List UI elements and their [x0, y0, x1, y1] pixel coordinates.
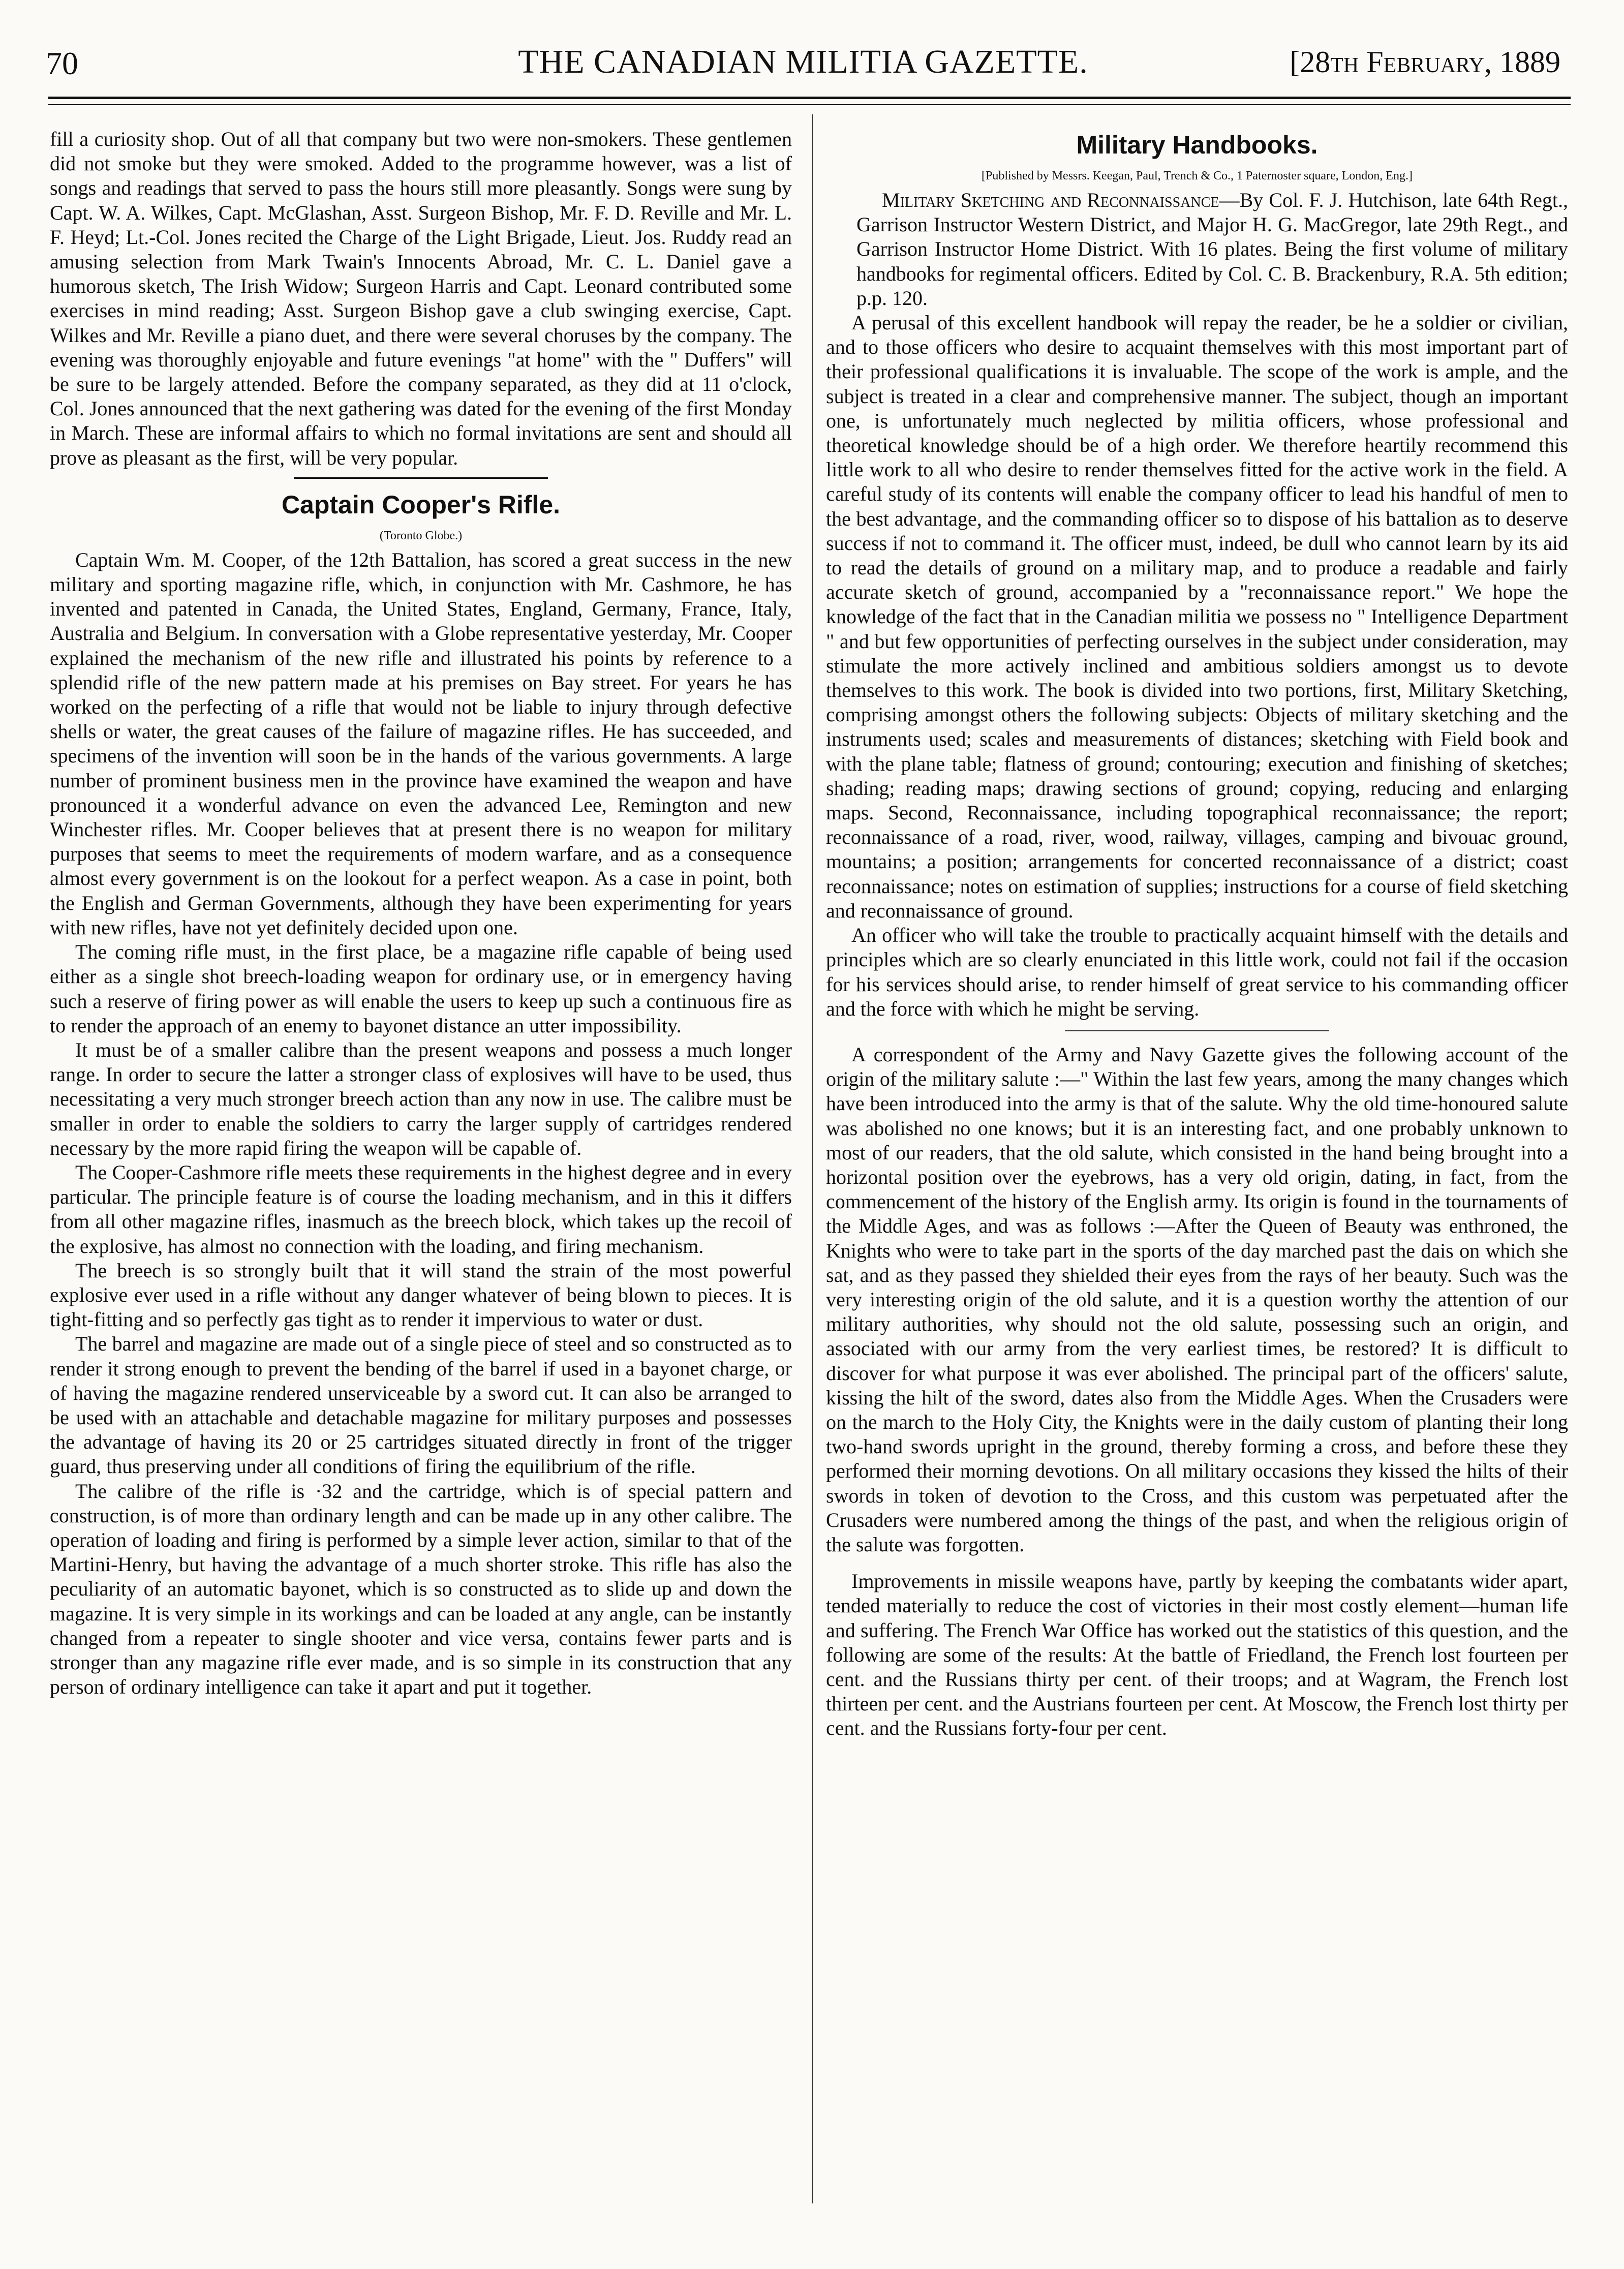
article-paragraph: The breech is so strongly built that it will stand the strain of the most powerful explosive ever used in a rifle without any danger whatever of being blown to pieces. It is tight-fitting and so perfectly gas tight as to render it impervious to water or dust. — [50, 1259, 792, 1331]
section-rule — [294, 477, 548, 479]
left-column — [50, 127, 792, 1699]
article-heading-military-handbooks: Military Handbooks. — [1076, 131, 1318, 159]
right-column — [826, 127, 1568, 1741]
book-title: Military Sketching and Reconnaissance — [882, 189, 1219, 211]
article-source: (Toronto Globe.) — [379, 529, 463, 542]
salute-paragraph: A correspondent of the Army and Navy Gazette gives the following account of the origin of the military salute :—" Within the last few years, among the many changes which have been introduced into the army is that of the salute. Why the old time-honoured salute was abolished no one knows; but it is an interesting fact, and one probably unknown to most of our readers, that the old salute, which consisted in the hand being brought into a horizontal position over the eyebrows, has a very old origin, dating, in fact, from the commencement of the history of the English army. Its origin is found in the tournaments of the Middle Ages, and was as follows :—After the Queen of Beauty was enthroned, the Knights who were to take part in the sports of the day marched past the dais on which she sat, and as they passed they shielded their eyes from the rays of her beauty. Such was the very interesting origin of the old salute, and it is a question worthy the attention of our military authorities, why should not the old salute, possessing such an origin, and associated with our army from the very earliest times, be restored? It is difficult to discover for what purpose it was ever abolished. The principal part of the officers' salute, kissing the hilt of the sword, dates also from the Middle Ages. When the Crusaders were on the march to the Holy City, the Knights were in the daily custom of planting their long two-hand swords upright in the ground, thereby forming a cross, and before these they performed their morning devotions. On all military occasions they kissed the hilts of their swords in token of devotion to the Cross, and this custom was perpetuated after the Crusaders were numbered among the things of the past, and when the religious origin of the salute was forgotten. — [826, 1042, 1568, 1556]
page-number: 70 — [46, 45, 78, 81]
article-paragraph: The Cooper-Cashmore rifle meets these requirements in the highest degree and in every particular. The principle feature is of course the loading mechanism, and in this it differs from all other magazine rifles, inasmuch as the breech block, which takes up the recoil of the explosive, has almost no connection with the loading, and firing mechanism. — [50, 1160, 792, 1258]
header-rule — [48, 97, 1571, 99]
article-heading-cooper-rifle: Captain Cooper's Rifle. — [281, 490, 561, 519]
club-evening-paragraph: fill a curiosity shop. Out of all that company but two were non-smokers. These gentlemen did not smoke but they were smoked. Added to the programme however, was a list of songs and readings that served to pass the hours still more pleasantly. Songs were sung by Capt. W. A. Wilkes, Capt. McGlashan, Asst. Surgeon Bishop, Mr. F. D. Reville and Mr. L. F. Heyd; Lt.-Col. Jones recited the Charge of the Light Brigade, Lieut. Jos. Ruddy read an amusing selection from Mark Twain's Innocents Abroad, Mr. C. L. Daniel gave a humorous sketch, The Irish Widow; Surgeon Harris and Capt. Leonard contributed some exercises in mind reading; Asst. Surgeon Bishop gave a club swinging exercise, Capt. Wilkes and Mr. Reville a piano duet, and there were several choruses by the company. The evening was thoroughly enjoyable and future evenings "at home" with the " Duffers" will be sure to be largely attended. Before the company separated, as they did at 11 o'clock, Col. Jones announced that the next gathering was dated for the evening of the first Monday in March. These are informal affairs to which no formal invitations are sent and should all prove as pleasant as the first, will be very popular. — [50, 128, 792, 469]
article-paragraph: Captain Wm. M. Cooper, of the 12th Battalion, has scored a great success in the new military and sporting magazine rifle, which, in conjunction with Mr. Cashmore, he has invented and patented in Canada, the United States, England, Germany, France, Italy, Australia and Belgium. In conversation with a Globe representative yesterday, Mr. Cooper explained the mechanism of the new rifle and illustrated his points by reference to a splendid rifle of the new pattern made at his premises on Bay street. For years he has worked on the perfecting of a rifle that would not be liable to injury through defective shells or water, the great causes of the failure of magazine rifles. He has succeeded, and specimens of the invention will soon be in the hands of the various governments. A large number of prominent business men in the province have examined the weapon and have pronounced it a wonderful advance on even the advanced Lee, Remington and new Winchester rifles. Mr. Cooper believes that at present there is no weapon for military purposes that seems to meet the requirements of modern warfare, and as a consequence almost every government is on the lookout for a perfect weapon. As a case in point, both the English and German Governments, although they have been experimenting for years with new rifles, have not yet definitely decided upon one. — [50, 548, 792, 939]
article-paragraph: The calibre of the rifle is ·32 and the cartridge, which is of special pattern and construction, is of more than ordinary length and can be made up in any other calibre. The operation of loading and firing is performed by a simple lever action, similar to that of the Martini-Henry, but having the advantage of a much shorter stroke. This rifle has also the peculiarity of an automatic bayonet, which is so constructed as to slide up and down the magazine. It is very simple in its workings and can be loaded at any angle, can be instantly changed from a repeater to single shooter and vice versa, contains fewer parts and is stronger than any magazine rifle ever made, and is so simple in its construction that any person of ordinary intelligence can take it apart and put it together. — [50, 1479, 792, 1699]
issue-date: [28th February, 1889 — [1290, 45, 1560, 79]
header-rule-thin — [48, 104, 1571, 105]
article-paragraph: It must be of a smaller calibre than the present weapons and possess a much longer range. In order to secure the latter a stronger class of explosives will have to be used, thus necessitating a very much stronger breech action than any now in use. The calibre must be smaller in order to enable the soldiers to carry the larger supply of cartridges rendered necessary by the more rapid firing the weapon will be capable of. — [50, 1038, 792, 1159]
book-details: —By Col. F. J. Hutchison, late 64th Regt., Garrison Instructor Western District, and Major H. G. MacGregor, late 29th Regt., and Garrison Instructor Home District. With 16 plates. Being the first volume of military handbooks for regimental officers. Edited by Col. C. B. Brackenbury, R.A. 5th edition; p.p. 120. — [856, 189, 1569, 310]
publisher-note: [Published by Messrs. Keegan, Paul, Trench & Co., 1 Paternoster square, London, Eng.] — [982, 169, 1413, 182]
weapons-paragraph: Improvements in missile weapons have, partly by keeping the combatants wider apart, tended materially to reduce the cost of victories in their most costly element—human life and suffering. The French War Office has worked out the statistics of this question, and the following are some of the results: At the battle of Friedland, the French lost fourteen per cent. and the Russians thirty per cent. of their troops; and at Wagram, the French lost thirteen per cent. and the Austrians fourteen per cent. At Moscow, the French lost thirty per cent. and the Russians forty-four per cent. — [826, 1570, 1568, 1740]
article-paragraph: The barrel and magazine are made out of a single piece of steel and so constructed as to render it strong enough to prevent the bending of the barrel if used in a bayonet charge, or of having the magazine rendered unserviceable by a sword cut. It can also be arranged to be used with an attachable and detachable magazine for military purposes and possesses the advantage of having its 20 or 25 cartridges situated directly in front of the trigger guard, thus preserving under all conditions of firing the equilibrium of the rifle. — [50, 1332, 792, 1478]
review-paragraph: A perusal of this excellent handbook will repay the reader, be he a soldier or civilian, and to those officers who desire to acquaint themselves with this most important part of their professional qualifications it is invaluable. The scope of the work is ample, and the subject is treated in a clear and comprehensive manner. The subject, though an important one, is unfortunately much neglected by militia officers, whose professional and theoretical knowledge should be of a high order. We therefore heartily recommend this little work to all who desire to render themselves fitted for the active work in the field. A careful study of its contents will enable the company officer to lead his handful of men to the best advantage, and the commanding officer so to dispose of his battalion as to deserve success if not to command it. The officer must, indeed, be dull who cannot learn by its aid to read the details of ground on a military map, and to produce a readable and fairly accurate sketch of ground, accompanied by a "reconnaissance report." We hope the knowledge of the fact that in the Canadian militia we possess no " Intelligence Department " and but few opportunities of perfecting ourselves in the subject under consideration, may stimulate the more actively inclined and ambitious soldiers amongst us to devote themselves to this work. The book is divided into two portions, first, Military Sketching, comprising amongst others the following subjects: Objects of military sketching and the instruments used; scales and measurements of distances; sketching with Field book and with the plane table; flatness of ground; contouring; execution and finishing of sketches; shading; reading maps; drawing sections of ground; copying, reducing and enlarging maps. Second, Reconnaissance, including topographical reconnaissance; the report; reconnaissance of a road, river, wood, railway, villages, camping and bivouac ground, mountains; a position; arrangements for concerted reconnaissance of a district; coast reconnaissance; notes on estimation of supplies; instructions for a course of field sketching and reconnaissance of ground. — [826, 311, 1568, 922]
section-rule — [1065, 1030, 1329, 1031]
column-divider — [812, 114, 813, 2203]
publication-title: THE CANADIAN MILITIA GAZETTE. — [518, 43, 1088, 80]
article-paragraph: The coming rifle must, in the first place, be a magazine rifle capable of being used either as a single shot breech-loading weapon for ordinary use, or in emergency having such a reserve of firing power as will enable the users to keep up such a continuous fire as to render the approach of an enemy to bayonet distance an utter impossibility. — [50, 940, 792, 1037]
page-header — [46, 40, 1560, 96]
book-entry — [826, 188, 1568, 311]
review-paragraph: An officer who will take the trouble to practically acquaint himself with the details and principles which are so clearly enunciated in this little work, could not fail if the occasion for his services should arise, to render himself of great service to his commanding officer and the force with which he might be serving. — [826, 924, 1568, 1020]
